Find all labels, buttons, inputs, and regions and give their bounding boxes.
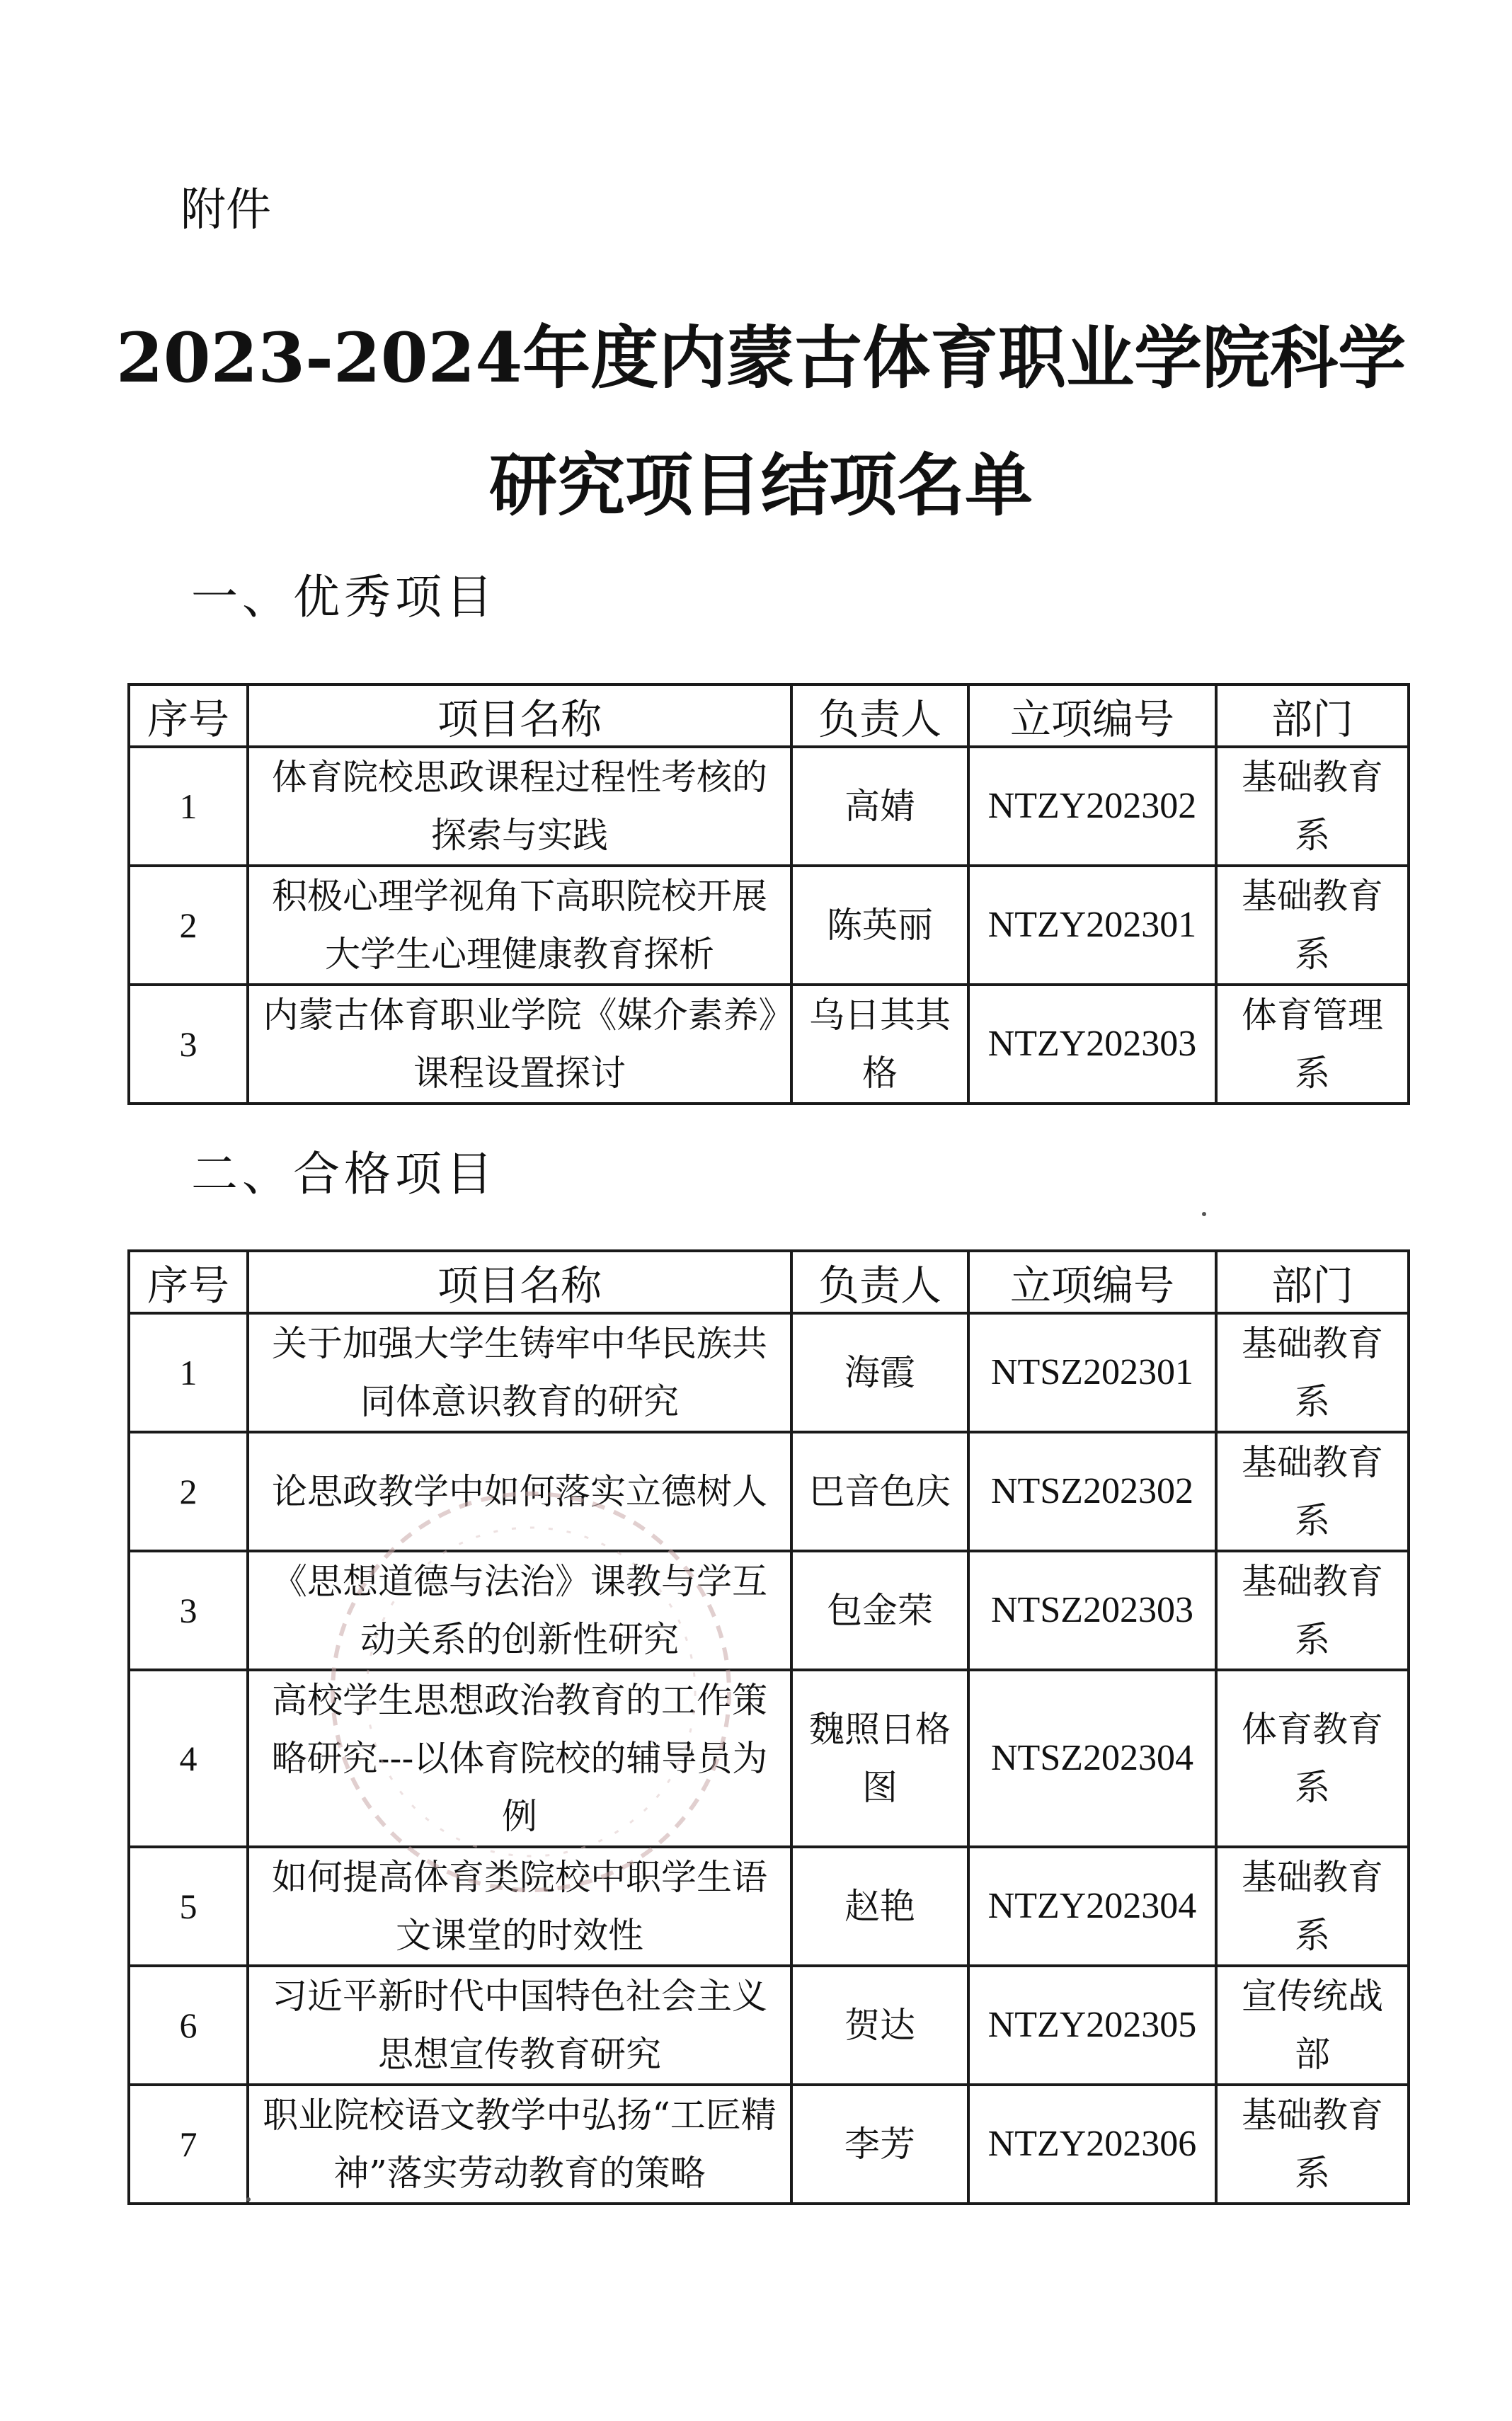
attachment-label: 附件 bbox=[181, 184, 271, 236]
row-project-code: NTSZ202301 bbox=[968, 1313, 1216, 1432]
table-row bbox=[129, 2085, 1409, 2204]
row-project-code: NTZY202303 bbox=[968, 985, 1216, 1104]
row-leader: 李芳 bbox=[791, 2085, 968, 2204]
row-project-name: 《思想道德与法治》课教与学互动关系的创新性研究 bbox=[248, 1551, 791, 1670]
document-title-line-2: 研究项目结项名单 bbox=[489, 445, 1033, 525]
row-project-name: 习近平新时代中国特色社会主义思想宣传教育研究 bbox=[248, 1966, 791, 2085]
row-index: 5 bbox=[129, 1847, 248, 1966]
document-title-line-1: 2023-2024年度内蒙古体育职业学院科学 bbox=[115, 318, 1407, 398]
row-leader: 海霞 bbox=[791, 1313, 968, 1432]
header-project-code: 立项编号 bbox=[968, 1251, 1216, 1313]
row-project-code: NTZY202305 bbox=[968, 1966, 1216, 2085]
speck bbox=[1202, 1212, 1206, 1216]
row-department: 宣传统战部 bbox=[1216, 1966, 1409, 2085]
header-project-name: 项目名称 bbox=[248, 685, 791, 747]
row-project-code: NTZY202304 bbox=[968, 1847, 1216, 1966]
row-index: 1 bbox=[129, 1313, 248, 1432]
table-row bbox=[129, 1847, 1409, 1966]
row-leader: 巴音色庆 bbox=[791, 1432, 968, 1551]
row-department: 基础教育系 bbox=[1216, 1551, 1409, 1670]
row-department: 体育管理系 bbox=[1216, 985, 1409, 1104]
header-department: 部门 bbox=[1216, 685, 1409, 747]
row-index: 3 bbox=[129, 1551, 248, 1670]
row-department: 基础教育系 bbox=[1216, 866, 1409, 985]
row-project-code: NTSZ202304 bbox=[968, 1670, 1216, 1847]
row-project-name: 内蒙古体育职业学院《媒介素养》课程设置探讨 bbox=[248, 985, 791, 1104]
row-project-code: NTSZ202303 bbox=[968, 1551, 1216, 1670]
row-project-code: NTZY202301 bbox=[968, 866, 1216, 985]
section-heading-excellent: 一、优秀项目 bbox=[191, 570, 497, 624]
row-leader: 乌日其其格 bbox=[791, 985, 968, 1104]
row-index: 4 bbox=[129, 1670, 248, 1847]
row-project-name: 体育院校思政课程过程性考核的探索与实践 bbox=[248, 747, 791, 866]
table-row bbox=[129, 866, 1409, 985]
row-project-name: 论思政教学中如何落实立德树人 bbox=[248, 1432, 791, 1551]
table-row bbox=[129, 747, 1409, 866]
table-row bbox=[129, 1551, 1409, 1670]
row-department: 基础教育系 bbox=[1216, 747, 1409, 866]
row-project-name: 关于加强大学生铸牢中华民族共同体意识教育的研究 bbox=[248, 1313, 791, 1432]
row-leader: 贺达 bbox=[791, 1966, 968, 2085]
row-index: 6 bbox=[129, 1966, 248, 2085]
table-row bbox=[129, 1432, 1409, 1551]
row-index: 1 bbox=[129, 747, 248, 866]
qualified-projects-table bbox=[127, 1249, 1410, 2205]
header-project-name: 项目名称 bbox=[248, 1251, 791, 1313]
row-index: 7 bbox=[129, 2085, 248, 2204]
row-project-name: 高校学生思想政治教育的工作策略研究---以体育院校的辅导员为例 bbox=[248, 1670, 791, 1847]
row-project-code: NTSZ202302 bbox=[968, 1432, 1216, 1551]
excellent-projects-table bbox=[127, 683, 1410, 1105]
row-department: 体育教育系 bbox=[1216, 1670, 1409, 1847]
row-index: 2 bbox=[129, 866, 248, 985]
row-leader: 赵艳 bbox=[791, 1847, 968, 1966]
table-header-row bbox=[129, 1251, 1409, 1313]
row-leader: 包金荣 bbox=[791, 1551, 968, 1670]
row-project-code: NTZY202302 bbox=[968, 747, 1216, 866]
row-leader: 陈英丽 bbox=[791, 866, 968, 985]
header-leader: 负责人 bbox=[791, 685, 968, 747]
table-row bbox=[129, 985, 1409, 1104]
row-project-name: 积极心理学视角下高职院校开展大学生心理健康教育探析 bbox=[248, 866, 791, 985]
header-project-code: 立项编号 bbox=[968, 685, 1216, 747]
row-leader: 魏照日格图 bbox=[791, 1670, 968, 1847]
header-index: 序号 bbox=[129, 685, 248, 747]
row-department: 基础教育系 bbox=[1216, 2085, 1409, 2204]
row-department: 基础教育系 bbox=[1216, 1313, 1409, 1432]
table-row bbox=[129, 1313, 1409, 1432]
row-index: 2 bbox=[129, 1432, 248, 1551]
header-index: 序号 bbox=[129, 1251, 248, 1313]
row-department: 基础教育系 bbox=[1216, 1432, 1409, 1551]
row-project-code: NTZY202306 bbox=[968, 2085, 1216, 2204]
row-project-name: 如何提高体育类院校中职学生语文课堂的时效性 bbox=[248, 1847, 791, 1966]
section-heading-qualified: 二、合格项目 bbox=[191, 1147, 497, 1201]
row-index: 3 bbox=[129, 985, 248, 1104]
header-department: 部门 bbox=[1216, 1251, 1409, 1313]
row-leader: 高婧 bbox=[791, 747, 968, 866]
header-leader: 负责人 bbox=[791, 1251, 968, 1313]
row-department: 基础教育系 bbox=[1216, 1847, 1409, 1966]
row-project-name: 职业院校语文教学中弘扬“工匠精神”落实劳动教育的策略 bbox=[248, 2085, 791, 2204]
table-row bbox=[129, 1670, 1409, 1847]
table-header-row bbox=[129, 685, 1409, 747]
table-row bbox=[129, 1966, 1409, 2085]
speck bbox=[246, 2197, 251, 2202]
